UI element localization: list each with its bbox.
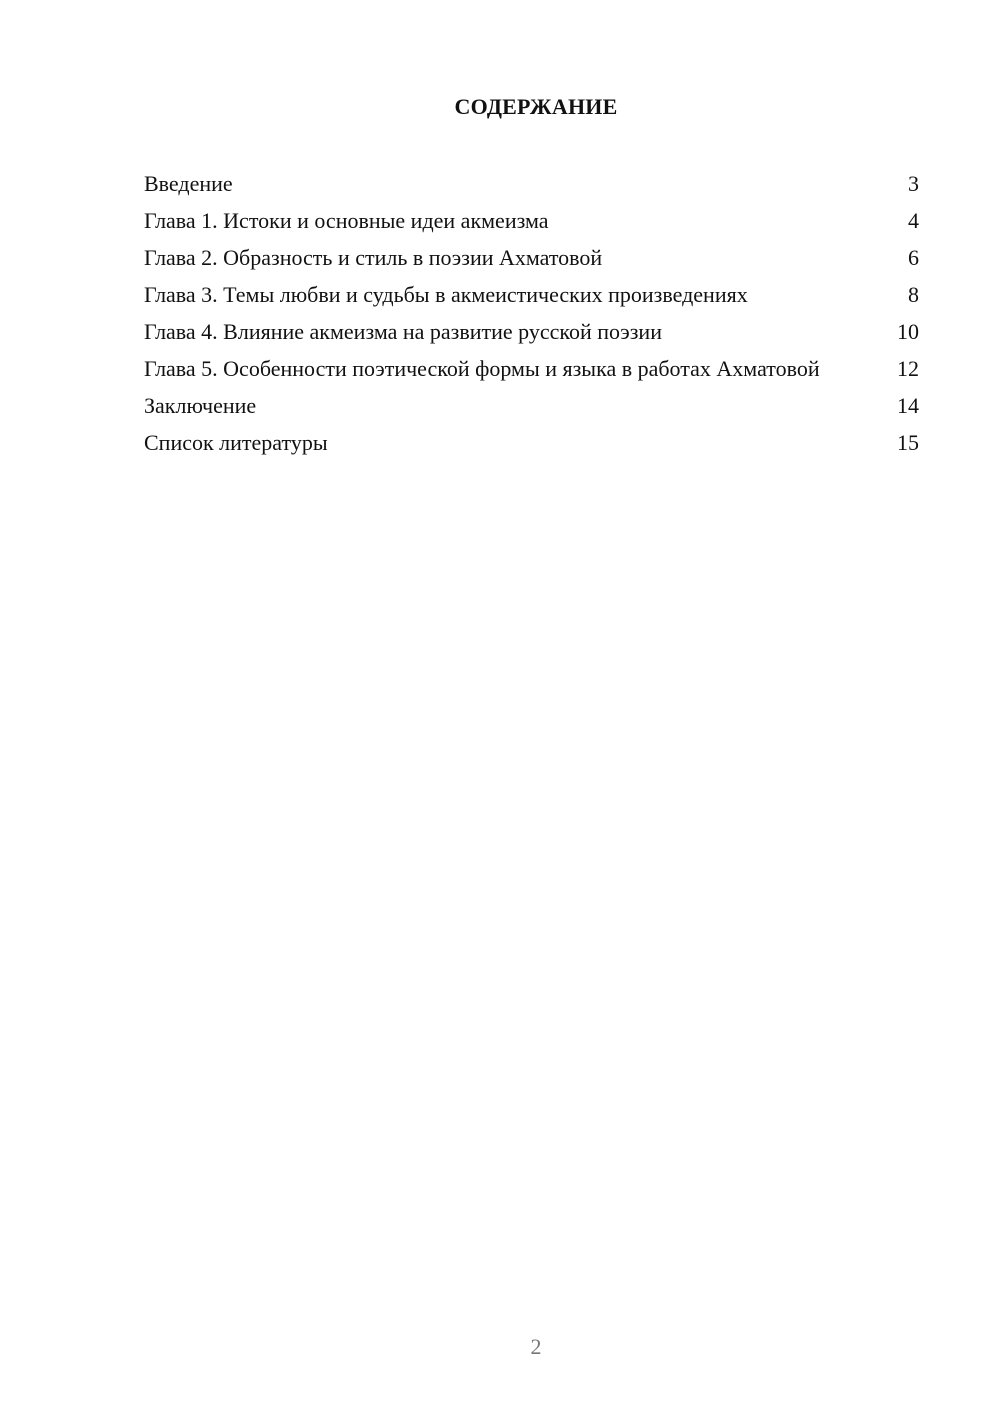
toc-entry — [144, 355, 919, 383]
toc-entry — [144, 207, 919, 235]
toc-entry-title: Глава 4. Влияние акмеизма на развитие русской поэзии — [144, 319, 662, 344]
toc-entry-title: Глава 3. Темы любви и судьбы в акмеистических произведениях — [144, 282, 748, 307]
toc-entry-page: 8 — [908, 282, 919, 307]
toc-entry-title: Глава 5. Особенности поэтической формы и языка в работах Ахматовой — [144, 356, 820, 381]
toc-entry-title: Список литературы — [144, 430, 328, 455]
toc-entry-page: 12 — [897, 356, 919, 381]
table-of-contents — [144, 170, 919, 466]
toc-entry — [144, 429, 919, 457]
toc-entry-page: 3 — [908, 171, 919, 196]
toc-entry-title: Введение — [144, 171, 233, 196]
toc-entry-page: 10 — [897, 319, 919, 344]
toc-entry-title: Глава 2. Образность и стиль в поэзии Ахматовой — [144, 245, 603, 270]
toc-entry — [144, 170, 919, 198]
toc-entry-page: 4 — [908, 208, 919, 233]
toc-entry-page: 6 — [908, 245, 919, 270]
toc-entry-page: 14 — [897, 393, 919, 418]
toc-entry-page: 15 — [897, 430, 919, 455]
toc-entry — [144, 244, 919, 272]
toc-entry — [144, 392, 919, 420]
page-number: 2 — [530, 1334, 542, 1359]
toc-entry-title: Заключение — [144, 393, 257, 418]
toc-entry — [144, 318, 919, 346]
toc-entry-title: Глава 1. Истоки и основные идеи акмеизма — [144, 208, 549, 233]
page-title: СОДЕРЖАНИЕ — [454, 94, 618, 119]
toc-entry — [144, 281, 919, 309]
